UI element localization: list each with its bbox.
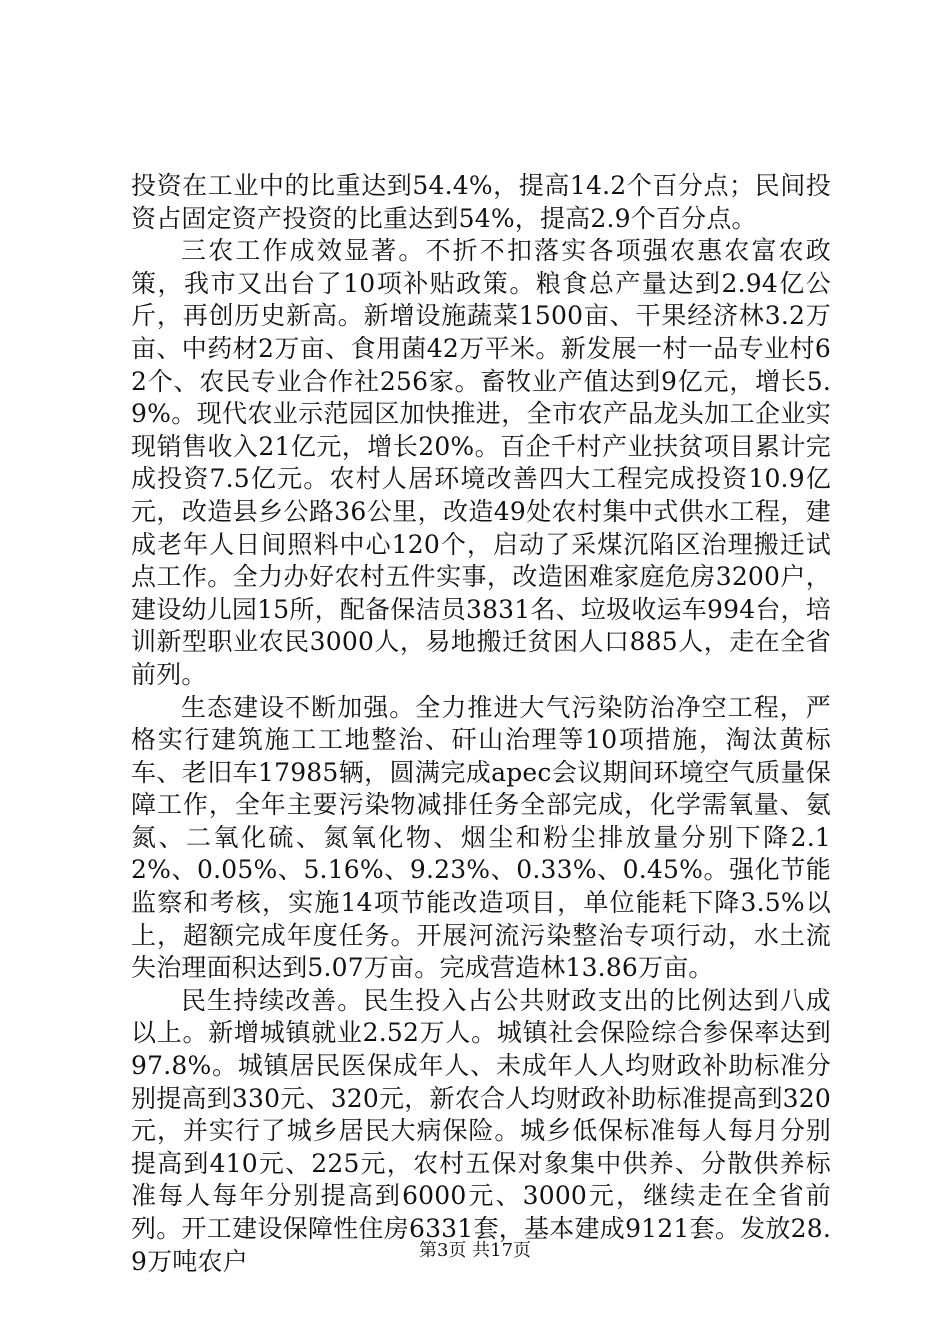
paragraph-livelihood: 民生持续改善。民生投入占公共财政支出的比例达到八成以上。新增城镇就业2.52万人。城镇社会保险综合参保率达到97.8%。城镇居民医保成年人、未成年人人均财政补助标准分别提高到330元、320元，新农合人均财政补助标准提高到320元，并实行了城乡居民大病保险。城乡低保标准每人每月分别提高到410元、225元，农村五保对象集中供养、分散供养标准每人每年分别提高到6000元、3000元，继续走在全省前列。开工建设保障性住房6331套，基本建成9121套。发放28.9万吨农户: [131, 985, 831, 1276]
paragraph-investment-continued: 投资在工业中的比重达到54.4%，提高14.2个百分点；民间投资占固定资产投资的比重达到54%，提高2.9个百分点。: [131, 171, 831, 233]
document-body: [131, 170, 831, 1278]
paragraph-ecology: 生态建设不断加强。全力推进大气污染防治净空工程，严格实行建筑施工工地整治、矸山治理等10项措施，淘汰黄标车、老旧车17985辆，圆满完成apec会议期间环境空气质量保障工作，全年主要污染物减排任务全部完成，化学需氧量、氨氮、二氧化硫、氮氧化物、烟尘和粉尘排放量分别下降2.12%、0.05%、5.16%、9.23%、0.33%、0.45%。强化节能监察和考核，实施14项节能改造项目，单位能耗下降3.5%以上，超额完成年度任务。开展河流污染整治专项行动，水土流失治理面积达到5.07万亩。完成营造林13.86万亩。: [131, 692, 831, 983]
page-number-footer: 第3页 共17页: [418, 1240, 532, 1261]
paragraph-agriculture: 三农工作成效显著。不折不扣落实各项强农惠农富农政策，我市又出台了10项补贴政策。粮食总产量达到2.94亿公斤，再创历史新高。新增设施蔬菜1500亩、干果经济林3.2万亩、中药材2万亩、食用菌42万平米。新发展一村一品专业村62个、农民专业合作社256家。畜牧业产值达到9亿元，增长5.9%。现代农业示范园区加快推进，全市农产品龙头加工企业实现销售收入21亿元，增长20%。百企千村产业扶贫项目累计完成投资7.5亿元。农村人居环境改善四大工程完成投资10.9亿元，改造县乡公路36公里，改造49处农村集中式供水工程，建成老年人日间照料中心120个，启动了采煤沉陷区治理搬迁试点工作。全力办好农村五件实事，改造困难家庭危房3200户，建设幼儿园15所，配备保洁员3831名、垃圾收运车994台，培训新型职业农民3000人，易地搬迁贫困人口885人，走在全省前列。: [131, 236, 831, 689]
